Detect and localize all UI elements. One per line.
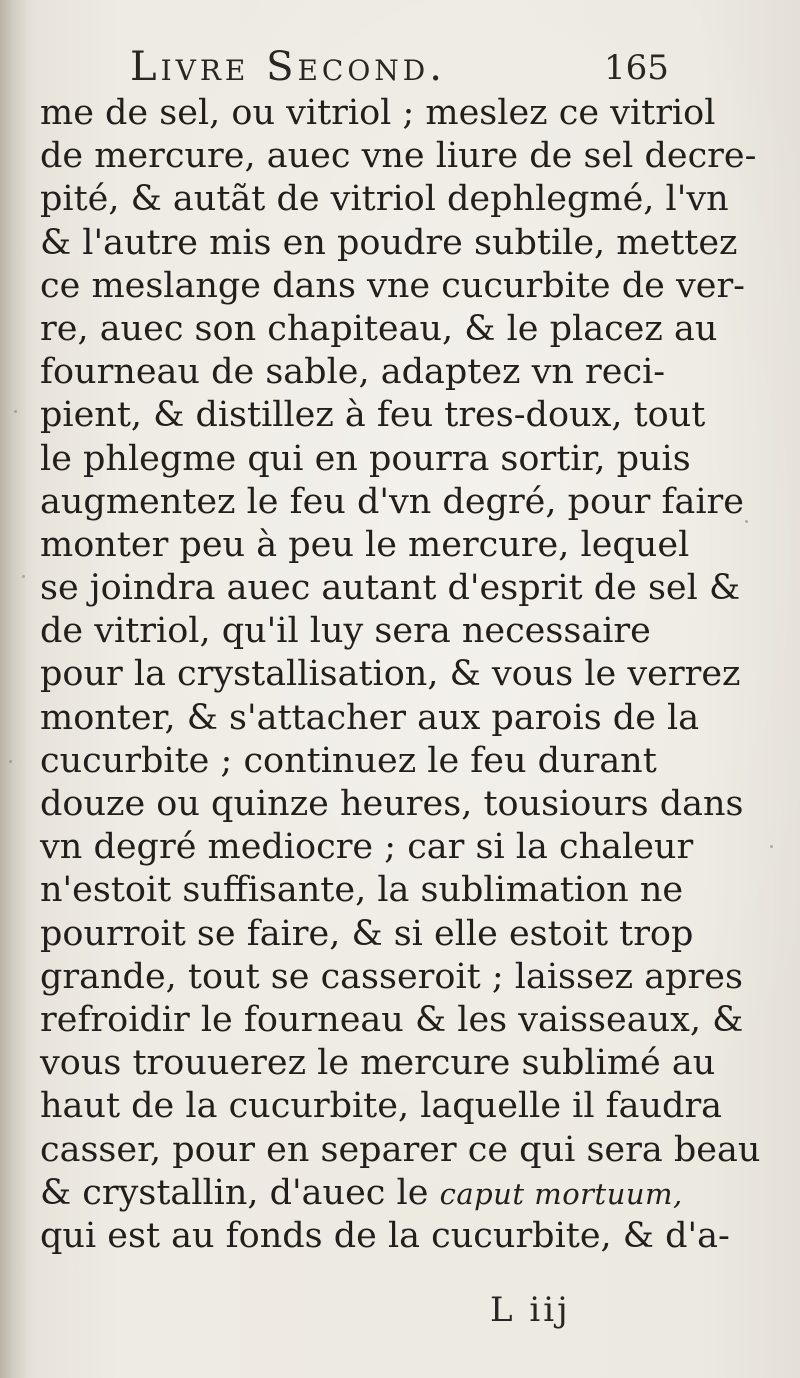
text-line: pour la crystallisation, & vous le verrez	[40, 654, 741, 695]
text-line: se joindra auec autant d'esprit de sel &	[40, 568, 741, 609]
paper-speck	[745, 520, 748, 523]
text-line: haut de la cucurbite, laquelle il faudra	[40, 1086, 723, 1127]
page-number: 165	[604, 48, 669, 88]
text-line: monter peu à peu le mercure, lequel	[40, 524, 690, 565]
text-line: refroidir le fourneau & les vaisseaux, &	[40, 999, 744, 1040]
text-line: ce meslange dans vne cucurbite de ver-	[40, 265, 746, 306]
text-line: de vitriol, qu'il luy sera necessaire	[40, 611, 651, 652]
text-line: augmentez le feu d'vn degré, pour faire	[40, 481, 744, 522]
text-line: le phlegme qui en pourra sortir, puis	[40, 438, 691, 479]
text-line: casser, pour en separer ce qui sera beau	[40, 1129, 761, 1170]
text-line: cucurbite ; continuez le feu durant	[40, 740, 657, 781]
text-line: n'estoit suffisante, la sublimation ne	[40, 870, 684, 911]
text-line: vn degré mediocre ; car si la chaleur	[40, 827, 694, 868]
text-line: re, auec son chapiteau, & le placez au	[40, 308, 718, 349]
text-line: douze ou quinze heures, tousiours dans	[40, 784, 744, 824]
text-line: fourneau de sable, adaptez vn reci-	[40, 352, 666, 393]
binding-shadow	[0, 0, 28, 1378]
text-line: qui est au fonds de la cucurbite, & d'a-	[40, 1215, 730, 1256]
paper-speck	[9, 760, 12, 763]
text-line: & l'autre mis en poudre subtile, mettez	[40, 222, 738, 263]
text-line: de mercure, auec vne liure de sel decre-	[40, 136, 757, 177]
text-line: monter, & s'attacher aux parois de la	[40, 697, 700, 738]
text-line: vous trouuerez le mercure sublimé au	[40, 1043, 716, 1084]
text-line: me de sel, ou vitriol ; meslez ce vitriol	[40, 93, 716, 133]
text-fragment: & crystallin, d'auec le	[40, 1172, 429, 1213]
text-line: grande, tout se casseroit ; laissez apres	[40, 956, 743, 997]
text-line: pourroit se faire, & si elle estoit trop	[40, 913, 694, 954]
body-text	[40, 92, 761, 1258]
paper-speck	[770, 845, 773, 848]
italic-latin-phrase: caput mortuum,	[439, 1176, 683, 1211]
text-line: pité, & autãt de vitriol dephlegmé, l'vn	[40, 179, 729, 220]
signature-mark: L iij	[490, 1290, 571, 1330]
paper-speck	[14, 410, 17, 413]
running-head: Livre Second.	[130, 44, 446, 90]
text-line: pient, & distillez à feu tres-doux, tout	[40, 395, 706, 436]
text-line-with-italic	[40, 1172, 730, 1215]
paper-speck	[22, 575, 25, 578]
